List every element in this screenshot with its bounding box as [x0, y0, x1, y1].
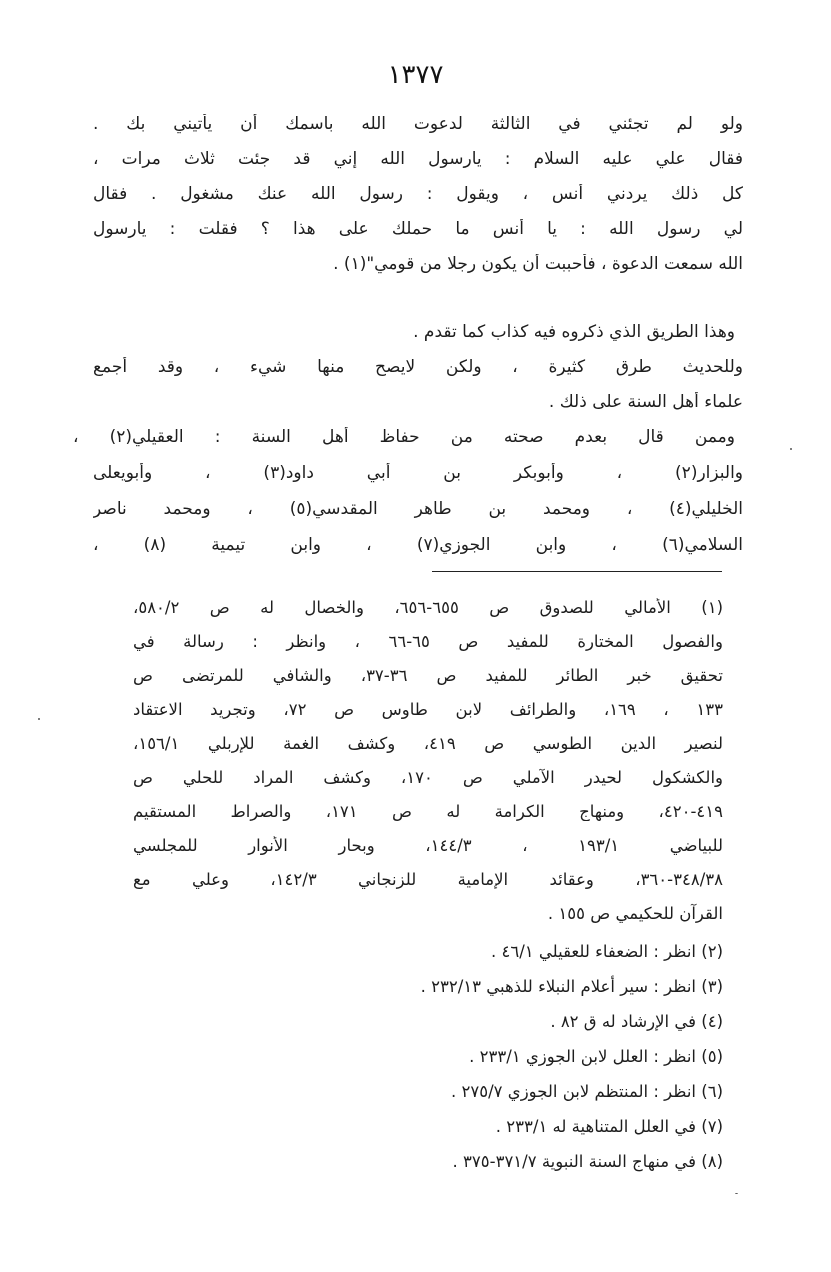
text-line: علماء أهل السنة على ذلك .: [548, 392, 743, 412]
text-line: لي رسول الله : يا أنس ما حملك على هذا ؟ فقلت : يارسول: [93, 219, 743, 239]
text-line: والبزار(٢) ، وأبوبكر بن أبي داود(٣) ، وأبويعلى: [93, 463, 743, 483]
text-line: الله سمعت الدعوة ، فأحببت أن يكون رجلا من قومي"(١) .: [333, 254, 743, 274]
footnote-line: للبياضي ١٩٣/١ ، ١٤٤/٣، وبحار الأنوار للمجلسي: [133, 836, 723, 855]
footnote-8: (٨) في منهاج السنة النبوية ٣٧١/٧-٣٧٥ .: [452, 1152, 723, 1171]
text-line: الخليلي(٤) ، ومحمد بن طاهر المقدسي(٥) ، ومحمد ناصر: [93, 499, 743, 519]
scan-speck: [38, 718, 40, 720]
footnote-2: (٢) انظر : الضعفاء للعقيلي ٤٦/١ .: [490, 942, 723, 961]
footnote-4: (٤) في الإرشاد له ق ٨٢ .: [550, 1012, 723, 1031]
footnote-line: القرآن للحكيمي ص ١٥٥ .: [547, 904, 723, 923]
footnote-separator: [432, 571, 722, 572]
scan-speck: [790, 448, 792, 450]
footnote-5: (٥) انظر : العلل لابن الجوزي ٢٣٣/١ .: [469, 1047, 723, 1066]
text-line: وهذا الطريق الذي ذكروه فيه كذاب كما تقدم .: [413, 322, 735, 342]
footnote-7: (٧) في العلل المتناهية له ٢٣٣/١ .: [495, 1117, 723, 1136]
scan-speck: [735, 1193, 738, 1194]
text-line: السلامي(٦) ، وابن الجوزي(٧) ، وابن تيمية (٨) ،: [93, 535, 743, 555]
text-line: وللحديث طرق كثيرة ، ولكن لايصح منها شيء ، وقد أجمع: [93, 357, 743, 377]
footnote-line: (١) الأمالي للصدوق ص ٦٥٥-٦٥٦، والخصال له ص ٥٨٠/٢،: [133, 598, 723, 617]
footnote-line: ٣٤٨/٣٨-٣٦٠، وعقائد الإمامية للزنجاني ١٤٢/٣، وعلي مع: [133, 870, 723, 889]
text-line: فقال علي عليه السلام : يارسول الله إني قد جئت ثلاث مرات ،: [93, 149, 743, 169]
text-line: كل ذلك يردني أنس ، ويقول : رسول الله عنك مشغول . فقال: [93, 184, 743, 204]
page-number: ١٣٧٧: [387, 60, 444, 90]
footnote-line: تحقيق خبر الطائر للمفيد ص ٣٦-٣٧، والشافي للمرتضى ص: [133, 666, 723, 685]
footnote-line: لنصير الدين الطوسي ص ٤١٩، وكشف الغمة للإربلي ١٥٦/١،: [133, 734, 723, 753]
footnote-3: (٣) انظر : سير أعلام النبلاء للذهبي ٢٣٢/١٣ .: [420, 977, 723, 996]
footnote-line: والفصول المختارة للمفيد ص ٦٥-٦٦ ، وانظر : رسالة في: [133, 632, 723, 651]
footnote-6: (٦) انظر : المنتظم لابن الجوزي ٢٧٥/٧ .: [451, 1082, 723, 1101]
footnote-line: ١٣٣ ، ١٦٩، والطرائف لابن طاوس ص ٧٢، وتجريد الاعتقاد: [133, 700, 723, 719]
footnote-line: والكشكول لحيدر الآملي ص ١٧٠، وكشف المراد للحلي ص: [133, 768, 723, 787]
text-line: ولو لم تجئني في الثالثة لدعوت الله باسمك أن يأتيني بك .: [93, 114, 743, 134]
text-line: وممن قال بعدم صحته من حفاظ أهل السنة : العقيلي(٢) ،: [73, 427, 735, 447]
footnote-line: ٤١٩-٤٢٠، ومنهاج الكرامة له ص ١٧١، والصراط المستقيم: [133, 802, 723, 821]
